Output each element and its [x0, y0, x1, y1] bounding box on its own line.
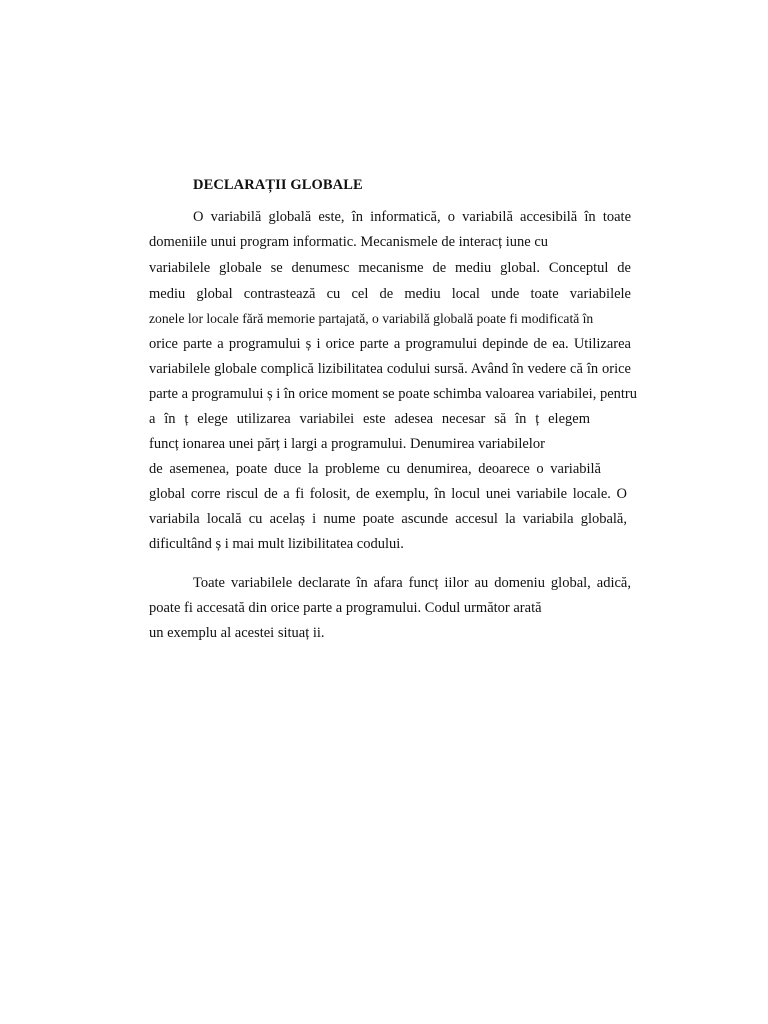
paragraph-1-line: variabilele globale complică lizibilitatea codului sursă. Având în vedere că în orice: [149, 361, 631, 377]
section-heading: DECLARAȚII GLOBALE: [193, 177, 363, 193]
paragraph-1-line: variabila locală cu acelaș i nume poate ascunde accesul la variabila globală,: [149, 511, 627, 527]
paragraph-1-line: variabilele globale se denumesc mecanisme de mediu global. Conceptul de: [149, 260, 631, 276]
paragraph-1-line: global corre riscul de a fi folosit, de exemplu, în locul unei variabile locale. O: [149, 486, 627, 502]
paragraph-1-line: a în ț elege utilizarea variabilei este adesea necesar să în ț elegem: [149, 411, 590, 427]
paragraph-1-line: zonele lor locale fără memorie partajată, o variabilă globală poate fi modificată în: [149, 311, 594, 326]
paragraph-2-line: poate fi accesată din orice parte a programului. Codul următor arată: [149, 600, 542, 616]
paragraph-1-line: mediu global contrastează cu cel de mediu local unde toate variabilele: [149, 286, 631, 302]
paragraph-2-line: Toate variabilele declarate în afara funcț iilor au domeniu global, adică,: [193, 575, 631, 591]
paragraph-1-line: parte a programului ș i în orice moment se poate schimba valoarea variabilei, pentru: [149, 386, 637, 402]
paragraph-1-line: orice parte a programului ș i orice parte a programului depinde de ea. Utilizarea: [149, 336, 631, 352]
paragraph-1-line: dificultând ș i mai mult lizibilitatea codului.: [149, 536, 404, 552]
paragraph-1-line: de asemenea, poate duce la probleme cu denumirea, deoarece o variabilă: [149, 461, 601, 477]
paragraph-2-line: un exemplu al acestei situaț ii.: [149, 625, 325, 641]
paragraph-1-line: funcț ionarea unei părț i largi a programului. Denumirea variabilelor: [149, 436, 545, 452]
paragraph-1-line: O variabilă globală este, în informatică, o variabilă accesibilă în toate: [193, 209, 631, 225]
paragraph-1-line: domeniile unui program informatic. Mecanismele de interacț iune cu: [149, 234, 549, 250]
